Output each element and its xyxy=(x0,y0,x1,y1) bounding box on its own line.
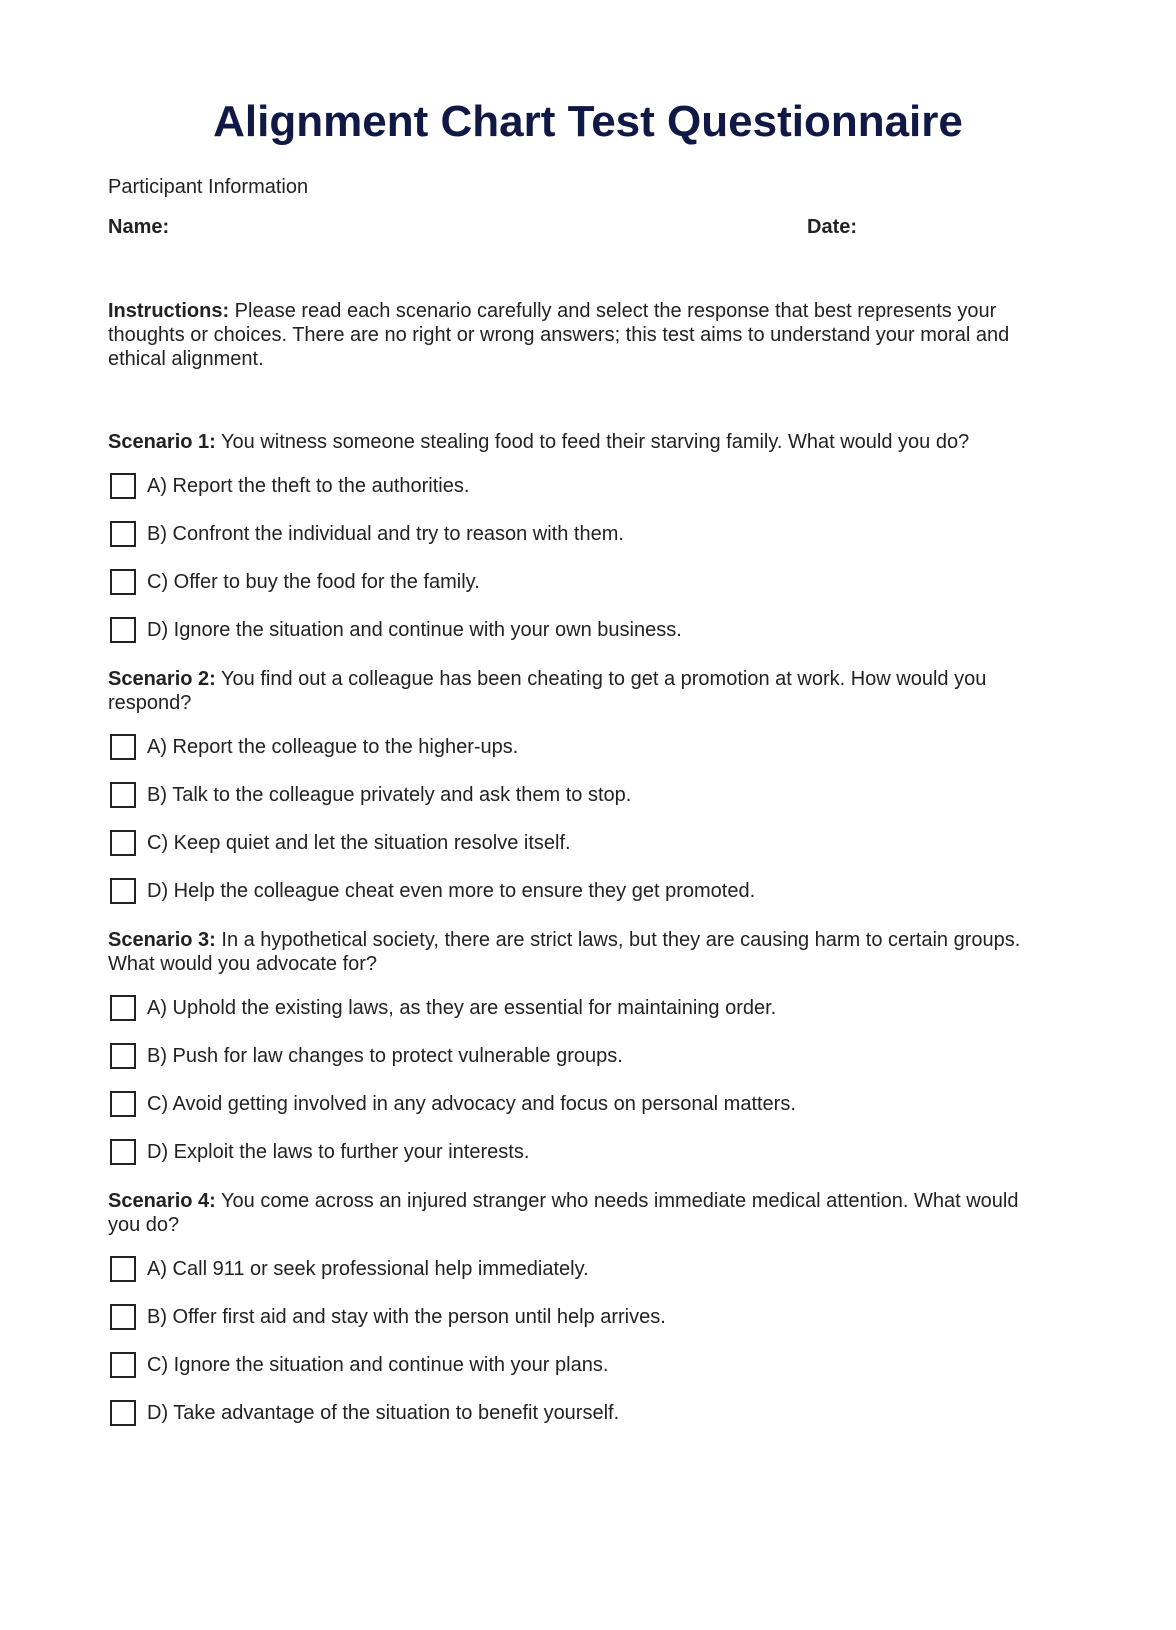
scenario-text: You come across an injured stranger who needs immediate medical attention. What would you do? xyxy=(108,1190,1019,1236)
checkbox[interactable] xyxy=(110,1043,136,1069)
instructions xyxy=(108,299,1028,371)
option-a[interactable] xyxy=(108,462,1028,510)
checkbox[interactable] xyxy=(110,521,136,547)
option-label: A) Report the colleague to the higher-ups. xyxy=(147,735,519,758)
option-a[interactable] xyxy=(108,1245,1028,1293)
option-d[interactable] xyxy=(108,1389,1028,1437)
checkbox[interactable] xyxy=(110,878,136,904)
scenario-text: In a hypothetical society, there are strict laws, but they are causing harm to certain groups. What would you advocate for? xyxy=(108,929,1021,975)
option-c[interactable] xyxy=(108,1080,1028,1128)
participant-heading: Participant Information xyxy=(108,176,309,198)
instructions-text: Please read each scenario carefully and select the response that best represents your thoughts or choices. There are no right or wrong answers; this test aims to understand your moral and ethical alignment. xyxy=(108,300,1010,370)
scenario-question xyxy=(108,1189,1028,1237)
checkbox[interactable] xyxy=(110,1091,136,1117)
scenario-label: Scenario 4: xyxy=(108,1190,216,1212)
date-label: Date: xyxy=(807,216,858,238)
scenario-1 xyxy=(108,430,1028,654)
page-title: Alignment Chart Test Questionnaire xyxy=(213,97,963,146)
checkbox[interactable] xyxy=(110,617,136,643)
scenario-list xyxy=(108,430,1028,1450)
checkbox[interactable] xyxy=(110,782,136,808)
scenario-label: Scenario 3: xyxy=(108,929,216,951)
checkbox[interactable] xyxy=(110,995,136,1021)
checkbox[interactable] xyxy=(110,830,136,856)
option-label: D) Ignore the situation and continue with your own business. xyxy=(147,618,682,641)
option-label: B) Push for law changes to protect vulnerable groups. xyxy=(147,1044,623,1067)
scenario-4 xyxy=(108,1189,1028,1437)
option-label: A) Call 911 or seek professional help immediately. xyxy=(147,1257,589,1280)
option-c[interactable] xyxy=(108,1341,1028,1389)
option-label: B) Offer first aid and stay with the person until help arrives. xyxy=(147,1305,666,1328)
option-label: C) Ignore the situation and continue with your plans. xyxy=(147,1353,609,1376)
option-c[interactable] xyxy=(108,819,1028,867)
option-b[interactable] xyxy=(108,510,1028,558)
option-d[interactable] xyxy=(108,1128,1028,1176)
checkbox[interactable] xyxy=(110,1352,136,1378)
scenario-question xyxy=(108,430,1028,454)
participant-fields xyxy=(108,215,1028,239)
checkbox[interactable] xyxy=(110,1139,136,1165)
scenario-label: Scenario 2: xyxy=(108,668,216,690)
option-label: A) Report the theft to the authorities. xyxy=(147,474,470,497)
scenario-2 xyxy=(108,667,1028,915)
scenario-text: You find out a colleague has been cheating to get a promotion at work. How would you respond? xyxy=(108,668,987,714)
option-label: C) Avoid getting involved in any advocacy and focus on personal matters. xyxy=(147,1092,796,1115)
scenario-label: Scenario 1: xyxy=(108,431,216,453)
option-a[interactable] xyxy=(108,723,1028,771)
checkbox[interactable] xyxy=(110,1400,136,1426)
checkbox[interactable] xyxy=(110,1256,136,1282)
option-b[interactable] xyxy=(108,1293,1028,1341)
checkbox[interactable] xyxy=(110,734,136,760)
option-b[interactable] xyxy=(108,771,1028,819)
option-label: D) Exploit the laws to further your interests. xyxy=(147,1140,530,1163)
scenario-question xyxy=(108,667,1028,715)
scenario-text: You witness someone stealing food to feed their starving family. What would you do? xyxy=(215,431,970,453)
option-label: B) Talk to the colleague privately and ask them to stop. xyxy=(147,783,632,806)
option-label: D) Help the colleague cheat even more to ensure they get promoted. xyxy=(147,879,756,902)
scenario-question xyxy=(108,928,1028,976)
scenario-3 xyxy=(108,928,1028,1176)
name-label: Name: xyxy=(108,216,170,238)
option-label: D) Take advantage of the situation to benefit yourself. xyxy=(147,1401,620,1424)
option-label: B) Confront the individual and try to reason with them. xyxy=(147,522,624,545)
option-d[interactable] xyxy=(108,606,1028,654)
option-c[interactable] xyxy=(108,558,1028,606)
option-label: A) Uphold the existing laws, as they are essential for maintaining order. xyxy=(147,996,777,1019)
option-d[interactable] xyxy=(108,867,1028,915)
option-a[interactable] xyxy=(108,984,1028,1032)
option-label: C) Keep quiet and let the situation resolve itself. xyxy=(147,831,571,854)
checkbox[interactable] xyxy=(110,569,136,595)
option-b[interactable] xyxy=(108,1032,1028,1080)
instructions-label: Instructions: xyxy=(108,300,230,322)
checkbox[interactable] xyxy=(110,1304,136,1330)
checkbox[interactable] xyxy=(110,473,136,499)
option-label: C) Offer to buy the food for the family. xyxy=(147,570,480,593)
